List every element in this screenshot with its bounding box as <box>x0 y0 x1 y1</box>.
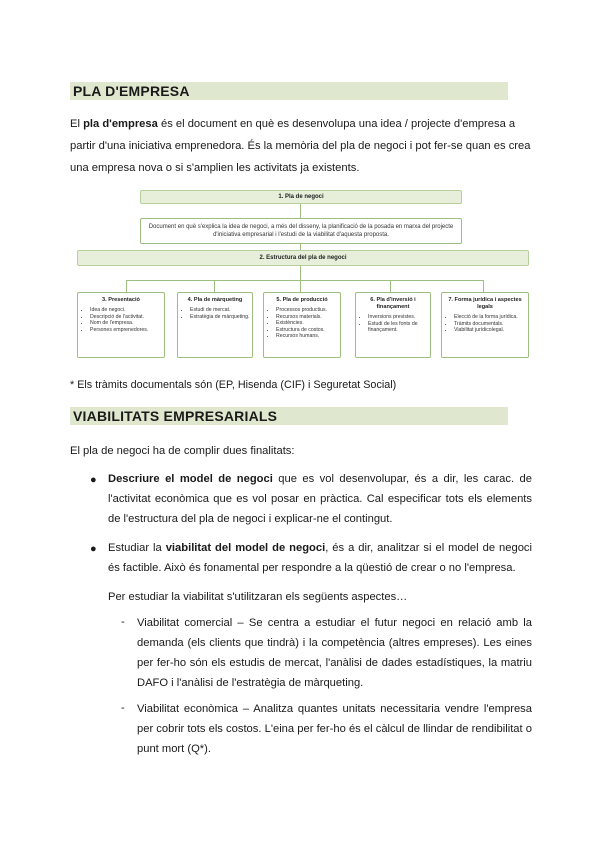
aspects-intro: Per estudiar la viabilitat s'utilitzaran els següents aspectes… <box>108 591 408 603</box>
bullet-study-viability <box>108 538 532 578</box>
column-item: • Existències. <box>276 320 340 327</box>
connector <box>300 280 301 292</box>
bullet2-rest: , és a dir, analitzar si el model de negoci és factible. Això és fonamental per respondre a la qüestió de crear o no l'empresa. <box>108 542 532 574</box>
bullet-icon: ● <box>90 474 97 486</box>
column-item: • Nom de l'empresa. <box>90 320 164 327</box>
diagram-column-inversio <box>355 292 431 358</box>
column-item: • Viabilitat jurídicolegal. <box>454 327 528 334</box>
diagram-column-marqueting <box>177 292 253 358</box>
intro-bold: pla d'empresa <box>83 118 158 130</box>
column-item: • Descripció de l'activitat. <box>90 314 164 321</box>
section-heading-viabilitats: VIABILITATS EMPRESARIALS <box>70 407 508 425</box>
column-item: • Recursos humans. <box>276 333 340 340</box>
intro-post: és el document en què es desenvolupa una idea / projecte d'empresa a partir d'una iniciativa emprenedora. És la memòria del pla de negoci i pot fer-se quan es crea una empresa nova o si s'amplien les activitats ja existents. <box>70 118 531 174</box>
column-item: • Processos productius. <box>276 307 340 314</box>
column-item: • Estructura de costos. <box>276 327 340 334</box>
column-item: • Elecció de la forma jurídica. <box>454 314 528 321</box>
bullet1-bold: Descriure el model de negoci <box>108 473 273 485</box>
section-heading-pla-empresa: PLA D'EMPRESA <box>70 82 508 100</box>
column-title: 3. Presentació <box>102 297 140 303</box>
bullet2-pre: Estudiar la <box>108 542 166 554</box>
dash-viabilitat-economica: Viabilitat econòmica – Analitza quantes unitats necessitaria vendre l'empresa per cobrir tots els costos. L'eina per fer-ho és el càlcul de llindar de rendibilitat o punt mort (Q*). <box>137 703 532 755</box>
diagram-column-produccio <box>263 292 341 358</box>
column-item: • Estudi de mercat. <box>190 307 252 314</box>
diagram-box-estructura: 2. Estructura del pla de negoci <box>77 250 529 266</box>
column-item: • Estudi de les fonts de finançament. <box>368 321 430 334</box>
column-title: 4. Pla de màrqueting <box>187 297 243 303</box>
dash-viabilitat-comercial: Viabilitat comercial – Se centra a estudiar el futur negoci en relació amb la demanda (els clients que tindrà) i la competència (altres empreses). Les eines per fer-ho són els estudis de mercat, l'anàlisi de dades estadístiques, la matriu DAFO i l'anàlisi de l'estratègia de màrqueting. <box>137 617 532 689</box>
diagram-box-plan-negoci: 1. Pla de negoci <box>140 190 462 204</box>
column-title: 5. Pla de producció <box>276 297 328 303</box>
column-title: 6. Pla d'inversió i finançament <box>370 297 416 310</box>
bullet1-rest: que es vol desenvolupar, és a dir, les carac. de l'activitat econòmica que es vol posar en pràctica. Cal especificar tots els elements de l'estructura del pla de negoci i explicar-ne el contingut. <box>108 473 533 525</box>
column-item: • Inversions previstes. <box>368 314 430 321</box>
bullet2-bold: viabilitat del model de negoci <box>165 542 326 554</box>
diagram-column-forma-juridica <box>441 292 529 358</box>
column-item: • Persones emprenedores. <box>90 327 164 334</box>
connector <box>483 280 484 292</box>
intro-pre: El <box>70 118 84 130</box>
footnote: * Els tràmits documentals són (EP, Hisenda (CIF) i Seguretat Social) <box>70 379 397 391</box>
column-item: • Idea de negoci. <box>90 307 164 314</box>
bullet-icon: ● <box>90 543 97 555</box>
column-item: • Estratègia de màrqueting. <box>190 314 252 321</box>
column-title: 7. Forma jurídica i aspectes legals <box>448 297 522 310</box>
connector <box>300 204 301 218</box>
column-item: • Tràmits documentals. <box>454 321 528 328</box>
bullet-describe-model <box>108 469 532 529</box>
column-item: • Recursos materials. <box>276 314 340 321</box>
connector <box>300 266 301 280</box>
connector <box>126 280 127 292</box>
diagram-box-description: Document en què s'explica la idea de negoci, a més del disseny, la planificació de la posada en marxa del projecte d'iniciativa empresarial i l'estudi de la viabilitat d'aquesta proposta. <box>140 218 462 244</box>
connector <box>126 280 483 281</box>
dash-marker: - <box>121 702 125 714</box>
diagram-column-presentacio <box>77 292 165 358</box>
dash-marker: - <box>121 616 125 628</box>
section2-intro: El pla de negoci ha de complir dues finalitats: <box>70 445 295 457</box>
intro-paragraph <box>70 113 532 179</box>
connector <box>214 280 215 292</box>
connector <box>390 280 391 292</box>
